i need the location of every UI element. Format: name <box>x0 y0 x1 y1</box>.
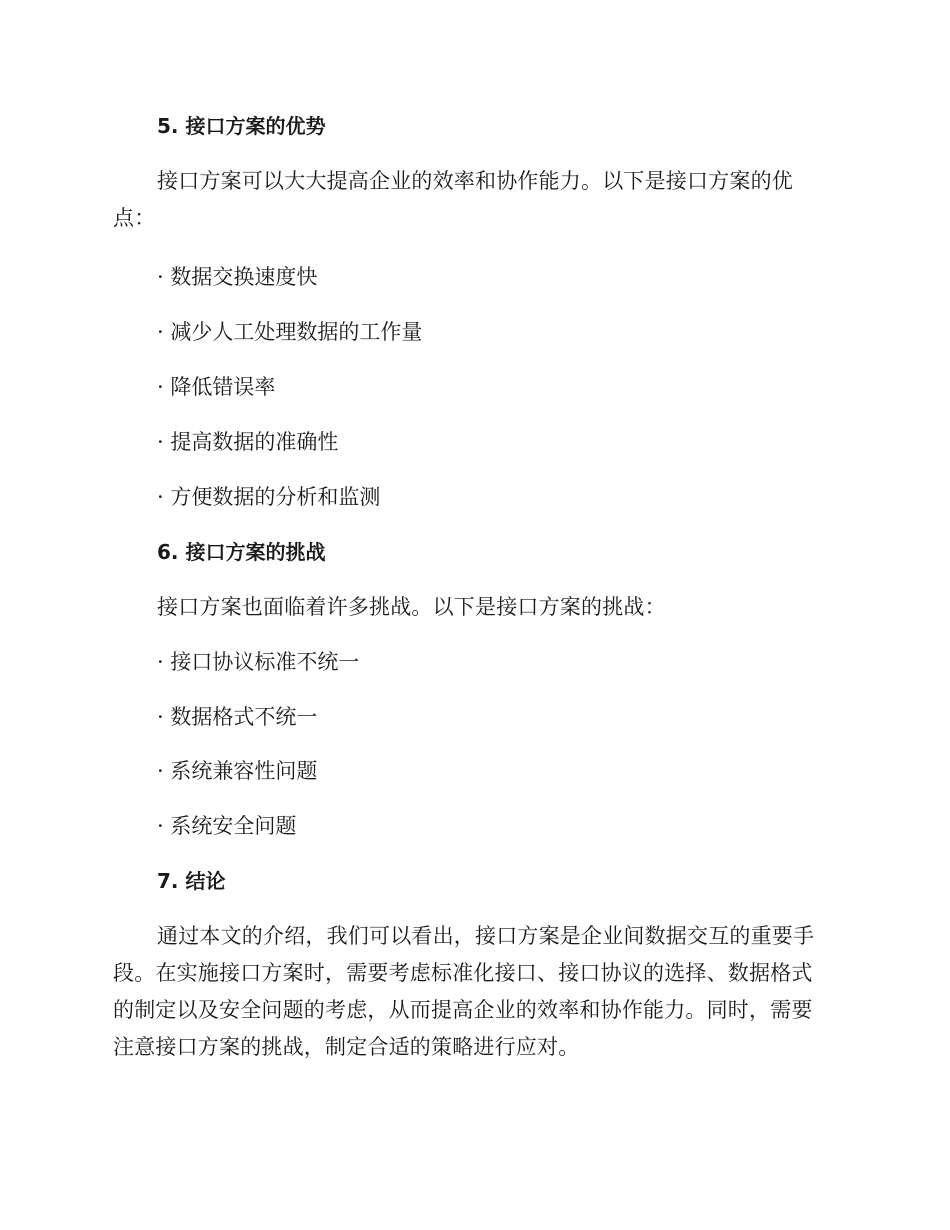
list-item: · 系统安全问题 <box>157 814 297 838</box>
list-item: · 提高数据的准确性 <box>157 430 339 454</box>
section-paragraph: 接口方案可以大大提高企业的效率和协作能力。以下是接口方案的优点： <box>113 169 793 230</box>
section-heading: 5. 接口方案的优势 <box>157 114 326 138</box>
section-paragraph: 接口方案也面临着许多挑战。以下是接口方案的挑战： <box>157 595 666 619</box>
list-item: · 降低错误率 <box>157 375 276 399</box>
section-heading: 7. 结论 <box>157 869 226 893</box>
section-heading: 6. 接口方案的挑战 <box>157 540 326 564</box>
list-item: · 接口协议标准不统一 <box>157 650 360 674</box>
list-item: · 方便数据的分析和监测 <box>157 485 381 509</box>
list-item: · 减少人工处理数据的工作量 <box>157 320 423 344</box>
list-item: · 数据交换速度快 <box>157 265 318 289</box>
section-paragraph: 通过本文的介绍，我们可以看出，接口方案是企业间数据交互的重要手段。在实施接口方案时，需要考虑标准化接口、接口协议的选择、数据格式的制定以及安全问题的考虑，从而提高企业的效率和协作能力。同时，需要注意接口方案的挑战，制定合适的策略进行应对。 <box>113 924 815 1059</box>
list-item: · 系统兼容性问题 <box>157 759 318 783</box>
list-item: · 数据格式不统一 <box>157 705 318 729</box>
